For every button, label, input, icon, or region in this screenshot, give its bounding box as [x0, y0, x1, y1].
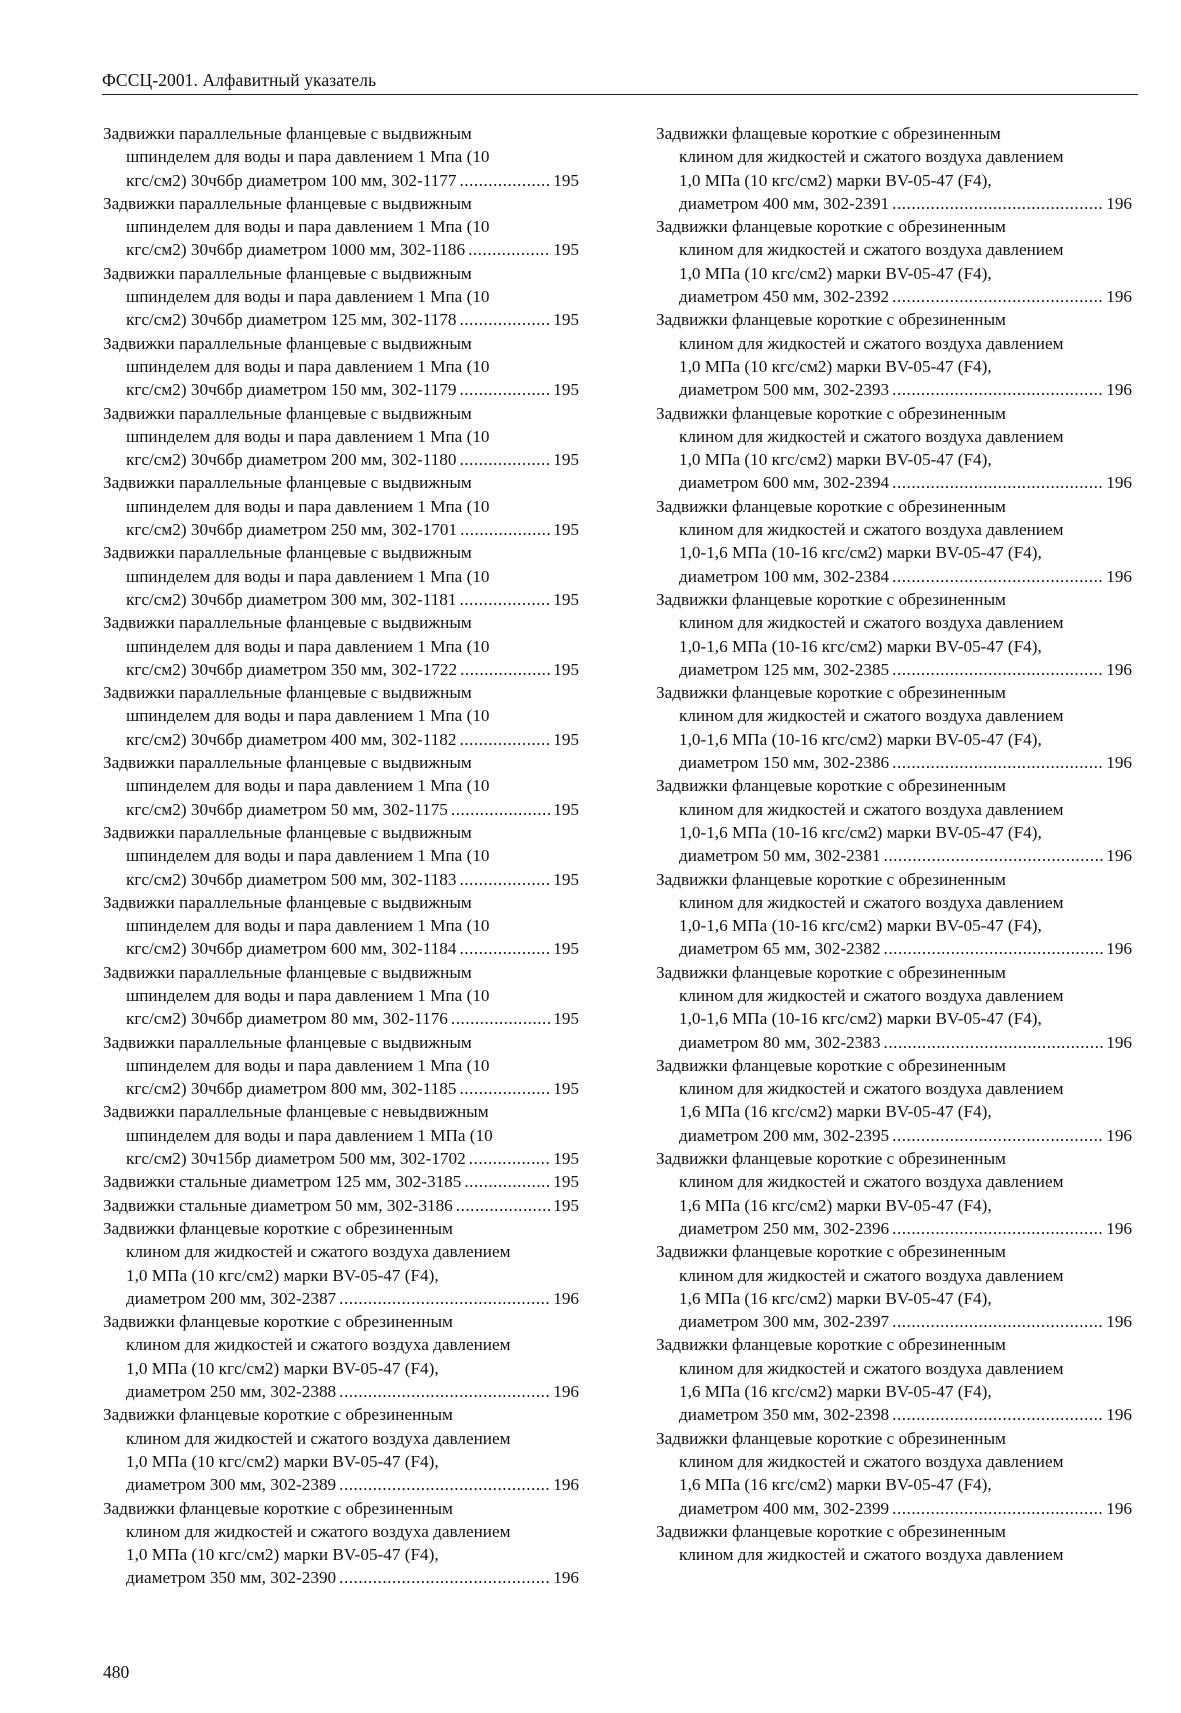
dot-leader — [459, 448, 551, 471]
entry-text: диаметром 600 мм, 302-2394 — [679, 473, 890, 493]
index-entry-line — [103, 1380, 579, 1403]
index-entry-line — [103, 868, 579, 891]
dot-leader — [460, 658, 551, 681]
dot-leader — [892, 1217, 1104, 1240]
entry-text: кгс/см2) 30ч6бр диаметром 500 мм, 302-1183 — [126, 869, 457, 889]
index-entry — [656, 1427, 1132, 1520]
index-entry — [103, 332, 579, 402]
index-entry-line: 1,0 МПа (10 кгс/см2) марки BV-05-47 (F4), — [126, 1265, 439, 1285]
entry-page-number: 196 — [553, 1288, 579, 1308]
index-entry-line: шпинделем для воды и пара давлением 1 Мпа (10 — [126, 916, 490, 936]
index-entry-line: Задвижки фланцевые короткие с обрезиненным — [103, 1312, 453, 1332]
index-entry-line: Задвижки фланцевые короткие с обрезиненным — [656, 403, 1006, 423]
index-entry-line: Задвижки фланцевые короткие с обрезиненным — [656, 310, 1006, 330]
entry-page-number: 196 — [553, 1568, 579, 1588]
index-entry-line: 1,6 МПа (16 кгс/см2) марки BV-05-47 (F4), — [679, 1288, 992, 1308]
index-entry-line: Задвижки параллельные фланцевые с выдвижным — [103, 962, 472, 982]
index-entry-line: Задвижки фланцевые короткие с обрезиненным — [656, 962, 1006, 982]
index-entry-line: клином для жидкостей и сжатого воздуха давлением — [679, 706, 1064, 726]
index-entry — [103, 1217, 579, 1310]
entry-text: диаметром 125 мм, 302-2385 — [679, 659, 890, 679]
index-entry-line: клином для жидкостей и сжатого воздуха давлением — [679, 520, 1064, 540]
dot-leader — [339, 1566, 551, 1589]
index-entry-line: клином для жидкостей и сжатого воздуха давлением — [679, 1451, 1064, 1471]
dot-leader — [892, 471, 1104, 494]
entry-page-number: 195 — [553, 799, 579, 819]
index-entry-line: Задвижки параллельные фланцевые с выдвижным — [103, 822, 472, 842]
index-entry-line — [656, 1124, 1132, 1147]
entry-text: Задвижки стальные диаметром 50 мм, 302-3186 — [103, 1195, 453, 1215]
entry-text: кгс/см2) 30ч6бр диаметром 50 мм, 302-1175 — [126, 799, 448, 819]
entry-text: диаметром 450 мм, 302-2392 — [679, 287, 890, 307]
dot-leader — [892, 192, 1104, 215]
index-entry-line: шпинделем для воды и пара давлением 1 Мпа (10 — [126, 356, 490, 376]
entry-page-number: 195 — [553, 520, 579, 540]
index-entry-line: клином для жидкостей и сжатого воздуха давлением — [126, 1428, 511, 1448]
dot-leader — [339, 1287, 551, 1310]
index-entry-line: Задвижки параллельные фланцевые с выдвижным — [103, 892, 472, 912]
index-entry-line: клином для жидкостей и сжатого воздуха давлением — [679, 613, 1064, 633]
entry-page-number: 195 — [553, 1195, 579, 1215]
index-entry-line — [103, 1566, 579, 1589]
entry-text: диаметром 250 мм, 302-2396 — [679, 1218, 890, 1238]
entry-text: диаметром 350 мм, 302-2390 — [126, 1568, 337, 1588]
index-entry-line: клином для жидкостей и сжатого воздуха давлением — [126, 1521, 511, 1541]
index-entry-line: Задвижки фланцевые короткие с обрезиненным — [656, 869, 1006, 889]
index-entry-line: Задвижки фланцевые короткие с обрезиненным — [656, 589, 1006, 609]
index-entry-line: клином для жидкостей и сжатого воздуха давлением — [126, 1242, 511, 1262]
index-entry-line: шпинделем для воды и пара давлением 1 МПа (10 — [126, 1125, 493, 1145]
index-entry-line: клином для жидкостей и сжатого воздуха давлением — [679, 985, 1064, 1005]
index-entry — [656, 1520, 1132, 1567]
index-entry-line — [103, 1287, 579, 1310]
index-entry-line: шпинделем для воды и пара давлением 1 Мпа (10 — [126, 776, 490, 796]
index-entry-line — [656, 192, 1132, 215]
entry-page-number: 196 — [1106, 1125, 1132, 1145]
index-entry-line: 1,0-1,6 МПа (10-16 кгс/см2) марки BV-05-47 (F4), — [679, 636, 1042, 656]
index-entry-line: клином для жидкостей и сжатого воздуха давлением — [679, 426, 1064, 446]
entry-page-number: 195 — [553, 939, 579, 959]
index-entry-line: 1,0-1,6 МПа (10-16 кгс/см2) марки BV-05-47 (F4), — [679, 916, 1042, 936]
entry-page-number: 195 — [553, 729, 579, 749]
entry-text: диаметром 500 мм, 302-2393 — [679, 380, 890, 400]
index-entry-line — [103, 169, 579, 192]
index-entry-line: Задвижки фланцевые короткие с обрезиненным — [656, 1428, 1006, 1448]
index-entry — [103, 1310, 579, 1403]
index-entry-line: Задвижки флащевые короткие с обрезиненным — [656, 124, 1001, 143]
index-entry-line: Задвижки параллельные фланцевые с выдвижным — [103, 543, 472, 563]
dot-leader — [459, 588, 551, 611]
dot-leader — [884, 937, 1105, 960]
entry-text: кгс/см2) 30ч6бр диаметром 800 мм, 302-1185 — [126, 1079, 457, 1099]
index-entry — [103, 1497, 579, 1590]
index-entry-line — [103, 518, 579, 541]
index-entry-line — [103, 1007, 579, 1030]
index-entry-line: 1,6 МПа (16 кгс/см2) марки BV-05-47 (F4), — [679, 1475, 992, 1495]
index-entry-line: клином для жидкостей и сжатого воздуха давлением — [679, 1079, 1064, 1099]
entry-text: диаметром 250 мм, 302-2388 — [126, 1382, 337, 1402]
index-entry-line — [103, 1147, 579, 1170]
index-entry-line — [656, 1497, 1132, 1520]
page-number: 480 — [103, 1662, 130, 1682]
entry-page-number: 196 — [1106, 1218, 1132, 1238]
index-entry-line: 1,0 МПа (10 кгс/см2) марки BV-05-47 (F4), — [679, 170, 992, 190]
entry-page-number: 196 — [1106, 753, 1132, 773]
index-entry — [103, 611, 579, 681]
dot-leader — [459, 169, 551, 192]
index-entry-line: Задвижки фланцевые короткие с обрезиненным — [656, 217, 1006, 237]
entry-page-number: 196 — [1106, 287, 1132, 307]
index-entry-line: 1,0 МПа (10 кгс/см2) марки BV-05-47 (F4), — [679, 450, 992, 470]
index-entry-line: клином для жидкостей и сжатого воздуха давлением — [679, 1358, 1064, 1378]
entry-page-number: 196 — [553, 1475, 579, 1495]
index-entry-line: Задвижки параллельные фланцевые с выдвижным — [103, 333, 472, 353]
entry-page-number: 195 — [553, 659, 579, 679]
index-entry-line — [656, 1310, 1132, 1333]
entry-text: кгс/см2) 30ч15бр диаметром 500 мм, 302-1702 — [126, 1149, 466, 1169]
index-entry-line — [656, 751, 1132, 774]
header-rule — [102, 94, 1138, 95]
index-entry — [656, 774, 1132, 867]
index-entry — [103, 961, 579, 1031]
index-entry-line: 1,0 МПа (10 кгс/см2) марки BV-05-47 (F4), — [126, 1451, 439, 1471]
index-entry-line: Задвижки фланцевые короткие с обрезиненным — [656, 1242, 1006, 1262]
index-entry — [656, 961, 1132, 1054]
entry-page-number: 195 — [553, 450, 579, 470]
dot-leader — [459, 937, 551, 960]
index-entry-line: шпинделем для воды и пара давлением 1 Мпа (10 — [126, 566, 490, 586]
index-entry-line — [103, 448, 579, 471]
index-entry-line: 1,6 МПа (16 кгс/см2) марки BV-05-47 (F4), — [679, 1102, 992, 1122]
index-entry — [103, 1403, 579, 1496]
index-entry-line — [103, 378, 579, 401]
dot-leader — [892, 658, 1104, 681]
dot-leader — [339, 1473, 551, 1496]
entry-page-number: 195 — [553, 1149, 579, 1169]
index-entry-line: Задвижки фланцевые короткие с обрезиненным — [103, 1498, 453, 1518]
entry-text: диаметром 150 мм, 302-2386 — [679, 753, 890, 773]
index-entry-line: шпинделем для воды и пара давлением 1 Мпа (10 — [126, 985, 490, 1005]
entry-page-number: 195 — [553, 869, 579, 889]
index-entry-line: 1,0 МПа (10 кгс/см2) марки BV-05-47 (F4), — [679, 356, 992, 376]
index-entry-line — [656, 285, 1132, 308]
dot-leader — [459, 378, 551, 401]
index-entry-line: Задвижки параллельные фланцевые с выдвижным — [103, 263, 472, 283]
index-entry — [103, 471, 579, 541]
index-entry — [103, 541, 579, 611]
index-entry-line: 1,0 МПа (10 кгс/см2) марки BV-05-47 (F4), — [679, 263, 992, 283]
index-entry — [103, 1100, 579, 1170]
index-entry-line — [103, 308, 579, 331]
index-entry-line: шпинделем для воды и пара давлением 1 Мпа (10 — [126, 706, 490, 726]
index-entry — [656, 1147, 1132, 1240]
index-entry-line — [103, 658, 579, 681]
index-entry — [656, 868, 1132, 961]
entry-text: диаметром 300 мм, 302-2389 — [126, 1475, 337, 1495]
index-entry-line — [103, 1077, 579, 1100]
entry-text: диаметром 200 мм, 302-2395 — [679, 1125, 890, 1145]
index-entry — [656, 588, 1132, 681]
index-entry-line: клином для жидкостей и сжатого воздуха давлением — [679, 1265, 1064, 1285]
index-entry — [656, 1240, 1132, 1333]
dot-leader — [469, 1147, 552, 1170]
dot-leader — [892, 1497, 1104, 1520]
entry-page-number: 195 — [553, 1079, 579, 1099]
index-entry-line: Задвижки фланцевые короткие с обрезиненным — [103, 1218, 453, 1238]
index-entry-line: Задвижки фланцевые короткие с обрезиненным — [656, 1521, 1006, 1541]
index-entry — [103, 1031, 579, 1101]
index-entry — [103, 681, 579, 751]
dot-leader — [884, 844, 1105, 867]
index-entry-line — [103, 1473, 579, 1496]
index-entry — [656, 495, 1132, 588]
index-entry-line: Задвижки параллельные фланцевые с выдвижным — [103, 1032, 472, 1052]
index-entry-line: шпинделем для воды и пара давлением 1 Мпа (10 — [126, 217, 490, 237]
index-entry-line: Задвижки параллельные фланцевые с выдвижным — [103, 193, 472, 213]
entry-text: кгс/см2) 30ч6бр диаметром 100 мм, 302-1177 — [126, 170, 457, 190]
entry-text: диаметром 350 мм, 302-2398 — [679, 1405, 890, 1425]
entry-text: диаметром 400 мм, 302-2399 — [679, 1498, 890, 1518]
index-entry-line: Задвижки параллельные фланцевые с выдвижным — [103, 753, 472, 773]
index-entry-line: Задвижки параллельные фланцевые с выдвижным — [103, 613, 472, 633]
index-entry-line: 1,6 МПа (16 кгс/см2) марки BV-05-47 (F4), — [679, 1382, 992, 1402]
index-entry — [103, 1170, 579, 1193]
entry-text: Задвижки стальные диаметром 125 мм, 302-3185 — [103, 1172, 462, 1192]
entry-text: диаметром 65 мм, 302-2382 — [679, 939, 881, 959]
dot-leader — [884, 1031, 1105, 1054]
index-entry-line: 1,6 МПа (16 кгс/см2) марки BV-05-47 (F4), — [679, 1195, 992, 1215]
entry-page-number: 196 — [553, 1382, 579, 1402]
index-entry-line: шпинделем для воды и пара давлением 1 Мпа (10 — [126, 846, 490, 866]
dot-leader — [456, 1194, 551, 1217]
index-entry — [656, 308, 1132, 401]
index-entry-line: 1,0-1,6 МПа (10-16 кгс/см2) марки BV-05-47 (F4), — [679, 1009, 1042, 1029]
index-entry-line: Задвижки параллельные фланцевые с выдвижным — [103, 473, 472, 493]
running-header: ФССЦ-2001. Алфавитный указатель — [102, 70, 377, 90]
index-entry-line: Задвижки фланцевые короткие с обрезиненным — [656, 496, 1006, 516]
entry-text: кгс/см2) 30ч6бр диаметром 150 мм, 302-1179 — [126, 380, 457, 400]
index-entry — [103, 122, 579, 192]
dot-leader — [339, 1380, 551, 1403]
index-entry — [656, 122, 1132, 215]
index-entry — [103, 262, 579, 332]
index-entry-line — [656, 565, 1132, 588]
entry-text: диаметром 50 мм, 302-2381 — [679, 846, 881, 866]
entry-page-number: 196 — [1106, 1032, 1132, 1052]
entry-page-number: 195 — [553, 1009, 579, 1029]
entry-page-number: 195 — [553, 380, 579, 400]
entry-page-number: 195 — [553, 170, 579, 190]
index-entry-line: Задвижки параллельные фланцевые с невыдвижным — [103, 1102, 489, 1122]
index-entry-line — [103, 798, 579, 821]
index-entry-line — [103, 1170, 579, 1193]
index-entry-line — [103, 1194, 579, 1217]
dot-leader — [451, 1007, 551, 1030]
entry-text: кгс/см2) 30ч6бр диаметром 200 мм, 302-1180 — [126, 450, 457, 470]
entry-page-number: 195 — [553, 240, 579, 260]
index-entry — [656, 1054, 1132, 1147]
index-entry-line — [103, 238, 579, 261]
index-entry — [656, 402, 1132, 495]
index-entry-line: клином для жидкостей и сжатого воздуха давлением — [679, 333, 1064, 353]
entry-text: кгс/см2) 30ч6бр диаметром 300 мм, 302-1181 — [126, 589, 457, 609]
index-entry — [103, 402, 579, 472]
index-entry-line: Задвижки фланцевые короткие с обрезиненным — [656, 1149, 1006, 1169]
index-entry-line — [656, 1217, 1132, 1240]
index-entry-line: клином для жидкостей и сжатого воздуха давлением — [679, 1545, 1064, 1565]
entry-page-number: 196 — [1106, 1312, 1132, 1332]
index-entry-line — [103, 728, 579, 751]
index-entry-line: 1,0-1,6 МПа (10-16 кгс/см2) марки BV-05-47 (F4), — [679, 543, 1042, 563]
entry-page-number: 195 — [553, 310, 579, 330]
dot-leader — [459, 868, 551, 891]
entry-text: кгс/см2) 30ч6бр диаметром 80 мм, 302-1176 — [126, 1009, 448, 1029]
dot-leader — [892, 378, 1104, 401]
dot-leader — [460, 518, 551, 541]
dot-leader — [892, 1310, 1104, 1333]
entry-page-number: 195 — [553, 1172, 579, 1192]
entry-text: кгс/см2) 30ч6бр диаметром 400 мм, 302-1182 — [126, 729, 457, 749]
index-entry-line: Задвижки фланцевые короткие с обрезиненным — [656, 776, 1006, 796]
index-entry-line: 1,0-1,6 МПа (10-16 кгс/см2) марки BV-05-47 (F4), — [679, 729, 1042, 749]
index-entry-line: клином для жидкостей и сжатого воздуха давлением — [679, 1172, 1064, 1192]
index-entry-line: Задвижки фланцевые короткие с обрезиненным — [656, 1335, 1006, 1355]
index-entry-line: шпинделем для воды и пара давлением 1 Мпа (10 — [126, 636, 490, 656]
entry-page-number: 196 — [1106, 193, 1132, 213]
entry-page-number: 196 — [1106, 473, 1132, 493]
entry-text: диаметром 300 мм, 302-2397 — [679, 1312, 890, 1332]
index-entry-line: 1,0 МПа (10 кгс/см2) марки BV-05-47 (F4), — [126, 1545, 439, 1565]
index-column-left — [103, 122, 579, 1590]
entry-text: диаметром 100 мм, 302-2384 — [679, 566, 890, 586]
index-entry — [103, 821, 579, 891]
index-entry-line: клином для жидкостей и сжатого воздуха давлением — [679, 240, 1064, 260]
index-entry-line: клином для жидкостей и сжатого воздуха давлением — [126, 1335, 511, 1355]
index-entry-line: 1,0 МПа (10 кгс/см2) марки BV-05-47 (F4), — [126, 1358, 439, 1378]
index-entry-line: клином для жидкостей и сжатого воздуха давлением — [679, 799, 1064, 819]
index-entry — [656, 681, 1132, 774]
index-entry — [656, 1333, 1132, 1426]
entry-text: диаметром 80 мм, 302-2383 — [679, 1032, 881, 1052]
index-entry-line — [656, 658, 1132, 681]
index-entry — [103, 1194, 579, 1217]
index-entry-line — [656, 844, 1132, 867]
entry-page-number: 196 — [1106, 846, 1132, 866]
dot-leader — [459, 728, 551, 751]
index-entry-line — [656, 1031, 1132, 1054]
index-entry-line: Задвижки фланцевые короткие с обрезиненным — [656, 1055, 1006, 1075]
index-entry — [103, 192, 579, 262]
index-entry-line: Задвижки параллельные фланцевые с выдвижным — [103, 124, 472, 143]
index-entry — [103, 891, 579, 961]
entry-page-number: 196 — [1106, 1405, 1132, 1425]
entry-text: кгс/см2) 30ч6бр диаметром 250 мм, 302-1701 — [126, 520, 458, 540]
index-column-right — [656, 122, 1132, 1566]
index-entry-line: шпинделем для воды и пара давлением 1 Мпа (10 — [126, 287, 490, 307]
entry-page-number: 196 — [1106, 566, 1132, 586]
index-entry-line: Задвижки фланцевые короткие с обрезиненным — [103, 1405, 453, 1425]
index-entry-line: шпинделем для воды и пара давлением 1 Мпа (10 — [126, 1055, 490, 1075]
dot-leader — [459, 308, 551, 331]
dot-leader — [892, 1124, 1104, 1147]
index-entry-line: клином для жидкостей и сжатого воздуха давлением — [679, 892, 1064, 912]
index-entry-line: шпинделем для воды и пара давлением 1 Мпа (10 — [126, 147, 490, 167]
index-entry-line — [656, 471, 1132, 494]
index-entry-line: шпинделем для воды и пара давлением 1 Мпа (10 — [126, 426, 490, 446]
entry-text: кгс/см2) 30ч6бр диаметром 125 мм, 302-1178 — [126, 310, 457, 330]
entry-text: кгс/см2) 30ч6бр диаметром 350 мм, 302-1722 — [126, 659, 458, 679]
index-entry-line — [103, 588, 579, 611]
index-entry-line: Задвижки фланцевые короткие с обрезиненным — [656, 683, 1006, 703]
index-entry-line — [656, 1403, 1132, 1426]
entry-text: кгс/см2) 30ч6бр диаметром 1000 мм, 302-1186 — [126, 240, 466, 260]
index-entry-line: Задвижки параллельные фланцевые с выдвижным — [103, 683, 472, 703]
dot-leader — [892, 1403, 1104, 1426]
dot-leader — [451, 798, 551, 821]
entry-page-number: 196 — [1106, 380, 1132, 400]
entry-text: диаметром 200 мм, 302-2387 — [126, 1288, 337, 1308]
index-entry-line — [656, 937, 1132, 960]
entry-text: диаметром 400 мм, 302-2391 — [679, 193, 890, 213]
index-entry-line: Задвижки параллельные фланцевые с выдвижным — [103, 403, 472, 423]
dot-leader — [459, 1077, 551, 1100]
entry-page-number: 195 — [553, 589, 579, 609]
index-entry — [103, 751, 579, 821]
dot-leader — [892, 565, 1104, 588]
index-entry-line: 1,0-1,6 МПа (10-16 кгс/см2) марки BV-05-47 (F4), — [679, 822, 1042, 842]
dot-leader — [892, 285, 1104, 308]
dot-leader — [464, 1170, 551, 1193]
index-entry-line — [103, 937, 579, 960]
entry-page-number: 196 — [1106, 939, 1132, 959]
index-entry-line: клином для жидкостей и сжатого воздуха давлением — [679, 147, 1064, 167]
index-entry-line — [656, 378, 1132, 401]
entry-page-number: 196 — [1106, 659, 1132, 679]
index-entry — [656, 215, 1132, 308]
entry-text: кгс/см2) 30ч6бр диаметром 600 мм, 302-1184 — [126, 939, 457, 959]
dot-leader — [468, 238, 551, 261]
index-entry-line: шпинделем для воды и пара давлением 1 Мпа (10 — [126, 496, 490, 516]
dot-leader — [892, 751, 1104, 774]
entry-page-number: 196 — [1106, 1498, 1132, 1518]
